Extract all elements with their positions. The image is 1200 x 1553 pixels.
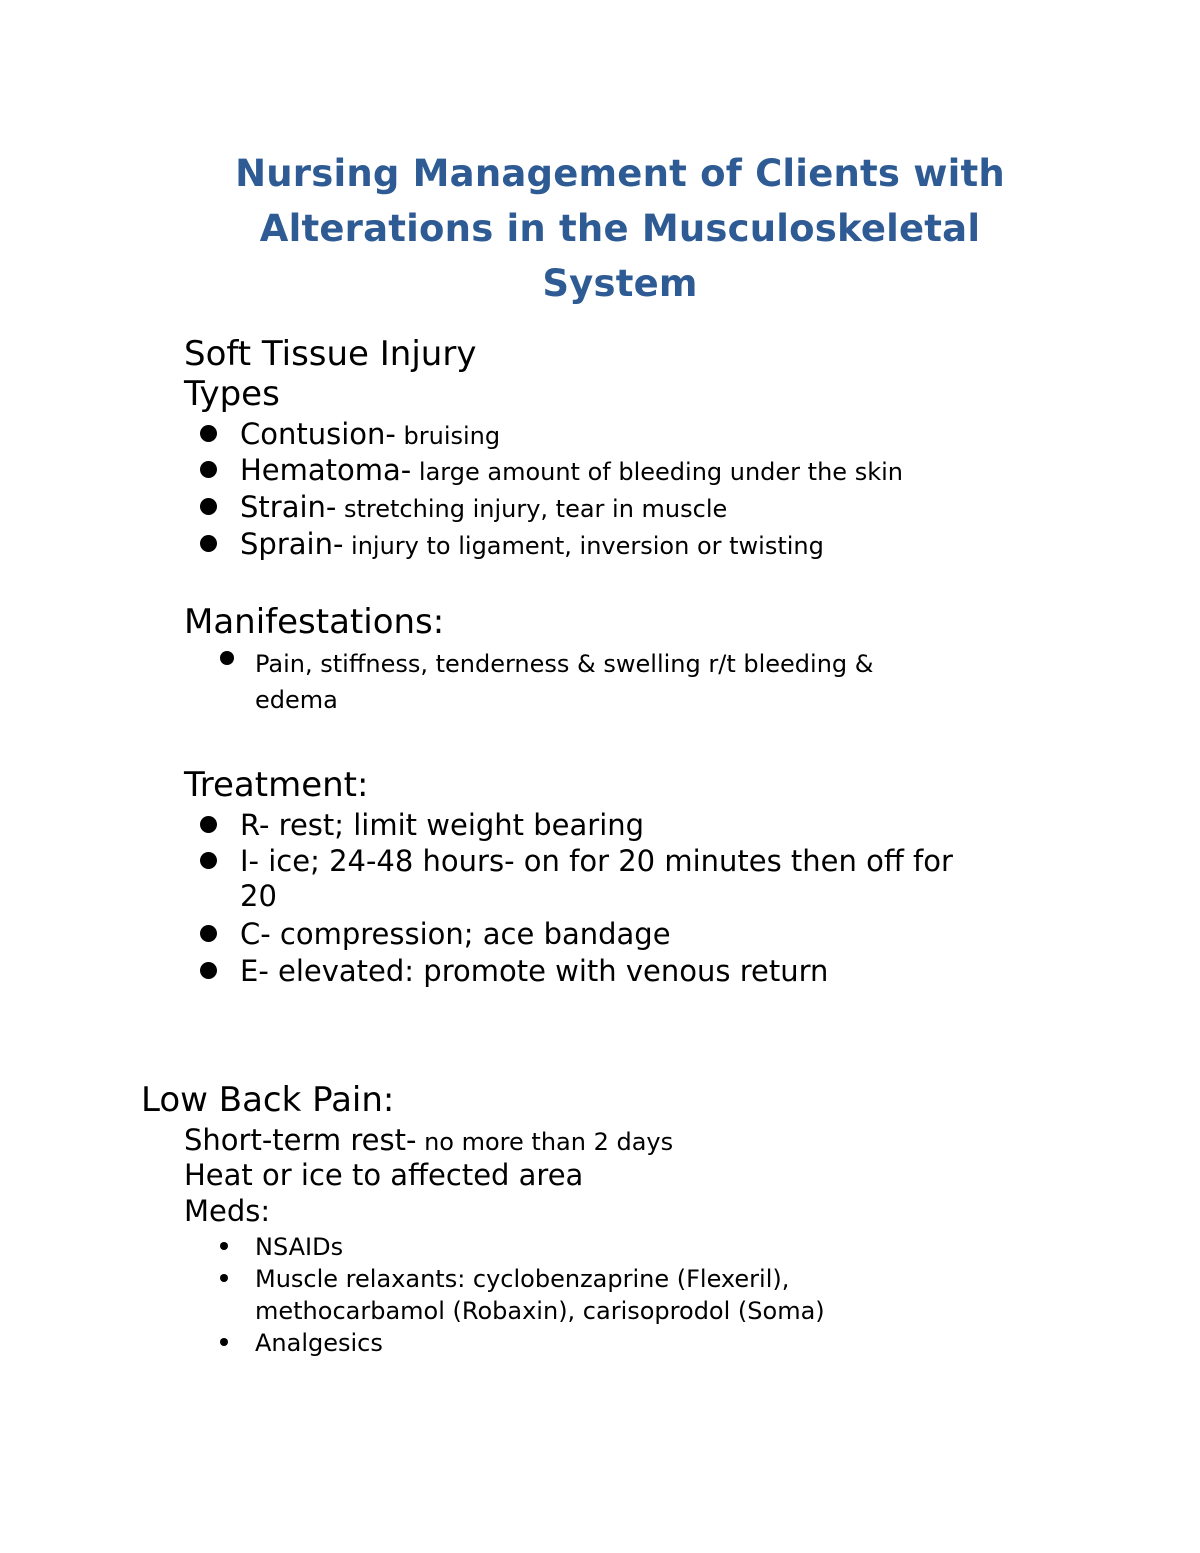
type-term: Strain-: [240, 490, 337, 524]
list-item: [240, 526, 824, 564]
type-desc: injury to ligament, inversion or twisting: [343, 532, 824, 560]
list-item: [240, 452, 903, 490]
rest-line: [184, 1122, 673, 1160]
heat-line: Heat or ice to affected area: [184, 1158, 584, 1192]
list-item-continuation: methocarbamol (Robaxin), carisoprodol (Soma): [255, 1297, 825, 1325]
types-heading: Types: [184, 374, 280, 414]
meds-heading: Meds:: [184, 1194, 271, 1228]
rest-term: Short-term rest-: [184, 1123, 417, 1157]
list-item-line: edema: [255, 686, 338, 714]
bullet-icon: [200, 498, 217, 515]
page-title: [200, 146, 1040, 311]
list-item: NSAIDs: [255, 1233, 344, 1261]
bullet-icon: [200, 962, 217, 979]
bullet-icon: [200, 425, 217, 442]
list-item: C- compression; ace bandage: [240, 917, 671, 951]
type-desc: bruising: [395, 422, 501, 450]
list-item: Muscle relaxants: cyclobenzaprine (Flexeril),: [255, 1265, 790, 1293]
type-term: Hematoma-: [240, 453, 412, 487]
bullet-icon: [220, 1274, 228, 1282]
soft-tissue-heading: Soft Tissue Injury: [184, 334, 477, 374]
title-line-1: Nursing Management of Clients with: [235, 152, 1005, 195]
type-term: Contusion-: [240, 417, 396, 451]
bullet-icon: [220, 651, 234, 665]
title-line-2: Alterations in the Musculoskeletal: [259, 207, 981, 250]
title-line-3: System: [542, 262, 698, 305]
list-item: [240, 489, 727, 527]
manifestations-heading: Manifestations:: [184, 602, 445, 642]
list-item: [240, 416, 500, 454]
bullet-icon: [200, 461, 217, 478]
bullet-icon: [220, 1338, 228, 1346]
bullet-icon: [220, 1242, 228, 1250]
treatment-heading: Treatment:: [184, 765, 369, 805]
type-desc: stretching injury, tear in muscle: [336, 495, 728, 523]
list-item: I- ice; 24-48 hours- on for 20 minutes then off for: [240, 844, 953, 878]
type-term: Sprain-: [240, 527, 344, 561]
bullet-icon: [200, 925, 217, 942]
bullet-icon: [200, 852, 217, 869]
low-back-heading: Low Back Pain:: [141, 1080, 395, 1120]
bullet-icon: [200, 816, 217, 833]
type-desc: large amount of bleeding under the skin: [411, 458, 903, 486]
list-item-line: Pain, stiffness, tenderness & swelling r/t bleeding &: [255, 650, 874, 678]
list-item: Analgesics: [255, 1329, 383, 1357]
list-item-continuation: 20: [240, 879, 277, 913]
rest-desc: no more than 2 days: [416, 1128, 674, 1156]
list-item: E- elevated: promote with venous return: [240, 954, 829, 988]
list-item: R- rest; limit weight bearing: [240, 808, 645, 842]
bullet-icon: [200, 535, 217, 552]
